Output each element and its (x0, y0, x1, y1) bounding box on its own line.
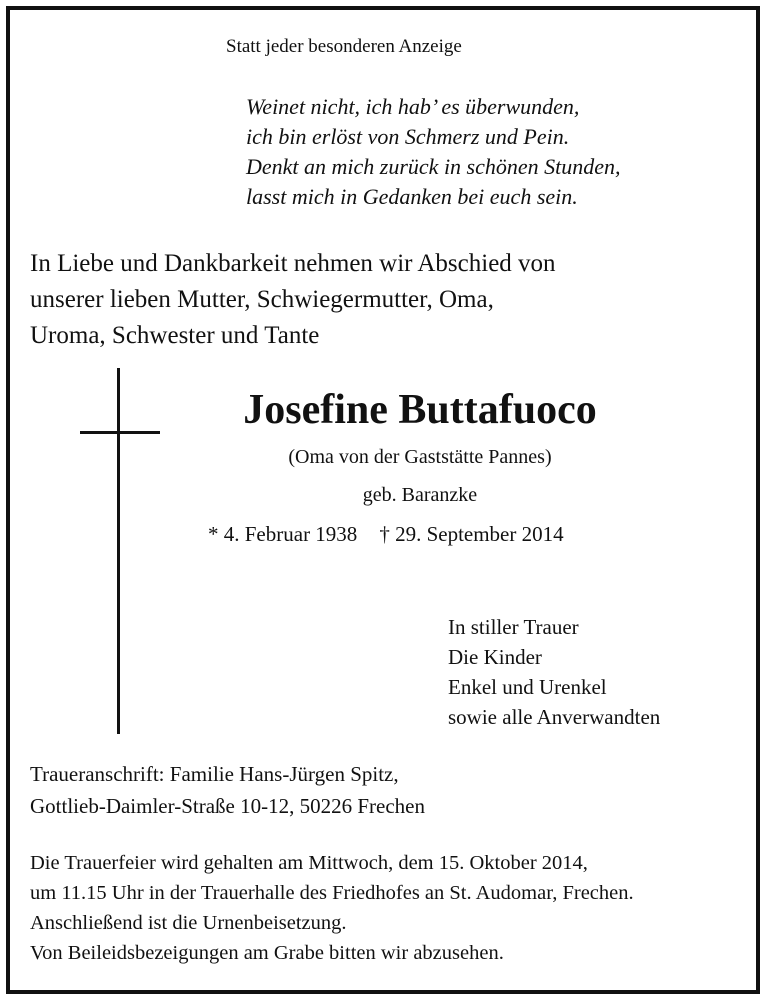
address-line: Traueranschrift: Familie Hans-Jürgen Spitz, (30, 762, 399, 786)
mourners (448, 612, 660, 732)
birth-date: * 4. Februar 1938 (208, 522, 358, 546)
service-line: Von Beileidsbezeigungen am Grabe bitten wir abzusehen. (30, 942, 504, 964)
mourning-address (30, 758, 425, 822)
mourners-line: sowie alle Anverwandten (448, 705, 661, 729)
poem (246, 92, 621, 212)
mourners-line: Die Kinder (448, 645, 542, 669)
intro-text: Statt jeder besonderen Anzeige (226, 36, 462, 57)
farewell-text (30, 246, 556, 354)
service-info (30, 848, 634, 968)
farewell-line: unserer lieben Mutter, Schwiegermutter, Oma, (30, 286, 494, 313)
deceased-birth-name: geb. Baranzke (362, 484, 478, 506)
address-line: Gottlieb-Daimler-Straße 10-12, 50226 Frechen (30, 794, 425, 818)
farewell-line: In Liebe und Dankbarkeit nehmen wir Abschied von (30, 250, 556, 277)
poem-line: lasst mich in Gedanken bei euch sein. (246, 184, 578, 209)
farewell-line: Uroma, Schwester und Tante (30, 322, 320, 349)
poem-line: Denkt an mich zurück in schönen Stunden, (246, 154, 621, 179)
poem-line: ich bin erlöst von Schmerz und Pein. (246, 124, 570, 149)
service-line: um 11.15 Uhr in der Trauerhalle des Friedhofes an St. Audomar, Frechen. (30, 882, 634, 904)
life-dates (208, 522, 564, 547)
deceased-nickname: (Oma von der Gaststätte Pannes) (288, 446, 552, 468)
mourners-line: In stiller Trauer (448, 615, 579, 639)
mourners-line: Enkel und Urenkel (448, 675, 607, 699)
poem-line: Weinet nicht, ich hab’ es überwunden, (246, 94, 580, 119)
service-line: Die Trauerfeier wird gehalten am Mittwoch, dem 15. Oktober 2014, (30, 852, 588, 874)
service-line: Anschließend ist die Urnenbeisetzung. (30, 912, 347, 934)
death-date: † 29. September 2014 (379, 522, 564, 546)
deceased-name: Josefine Buttafuoco (243, 387, 597, 433)
